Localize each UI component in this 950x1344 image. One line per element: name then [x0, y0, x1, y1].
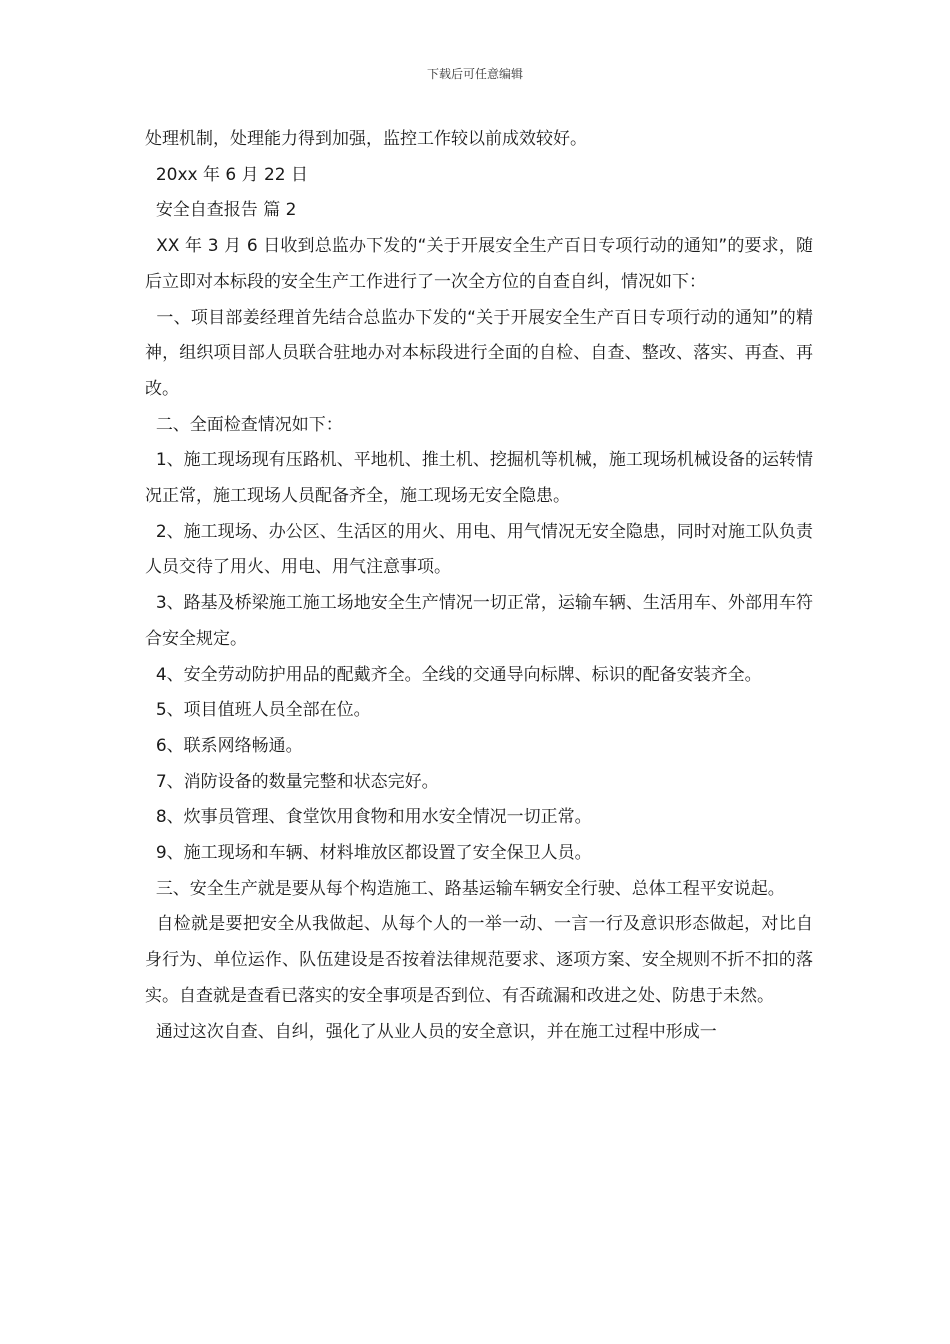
paragraph: 安全自查报告 篇 2: [145, 200, 297, 221]
paragraph: 6、联系网络畅通。: [145, 735, 303, 756]
paragraph: 一、项目部姜经理首先结合总监办下发的“关于开展安全生产百日专项行动的通知”的精神，组织项目部人员联合驻地办对本标段进行全面的自检、自查、整改、落实、再查、再改。: [145, 307, 813, 399]
paragraph: 处理机制，处理能力得到加强，监控工作较以前成效较好。: [145, 129, 587, 149]
paragraph: 1、施工现场现有压路机、平地机、推土机、挖掘机等机械，施工现场机械设备的运转情况正常，施工现场人员配备齐全，施工现场无安全隐患。: [145, 450, 813, 507]
paragraph: 4、安全劳动防护用品的配戴齐全。全线的交通导向标牌、标识的配备安装齐全。: [145, 664, 762, 685]
paragraph: 8、炊事员管理、食堂饮用食物和用水安全情况一切正常。: [145, 807, 592, 828]
paragraph: 20xx 年 6 月 22 日: [145, 164, 309, 185]
paragraph: 3、路基及桥梁施工施工场地安全生产情况一切正常，运输车辆、生活用车、外部用车符合安全规定。: [145, 593, 813, 649]
paragraph: 2、施工现场、办公区、生活区的用火、用电、用气情况无安全隐患，同时对施工队负责人员交待了用火、用电、用气注意事项。: [145, 521, 813, 578]
paragraph: 自检就是要把安全从我做起、从每个人的一举一动、一言一行及意识形态做起，对比自身行为、单位运作、队伍建设是否按着法律规范要求、逐项方案、安全规则不折不扣的落实。自查就是查看已落实的安全事项是否到位、有否疏漏和改进之处、防患于未然。: [145, 914, 814, 1006]
paragraph: 二、全面检查情况如下：: [145, 414, 343, 435]
paragraph: 通过这次自查、自纠，强化了从业人员的安全意识，并在施工过程中形成一: [145, 1021, 717, 1042]
paragraph: XX 年 3 月 6 日收到总监办下发的“关于开展安全生产百日专项行动的通知”的要求，随后立即对本标段的安全生产工作进行了一次全方位的自查自纠，情况如下：: [145, 236, 813, 292]
paragraph: 7、消防设备的数量完整和状态完好。: [145, 771, 439, 792]
paragraph: 9、施工现场和车辆、材料堆放区都设置了安全保卫人员。: [145, 843, 592, 864]
paragraph: 三、安全生产就是要从每个构造施工、路基运输车辆安全行驶、总体工程平安说起。: [145, 878, 785, 899]
paragraph: 5、项目值班人员全部在位。: [145, 700, 371, 721]
page-header: 下载后可任意编辑: [426, 67, 523, 81]
document-body: [145, 122, 813, 1050]
